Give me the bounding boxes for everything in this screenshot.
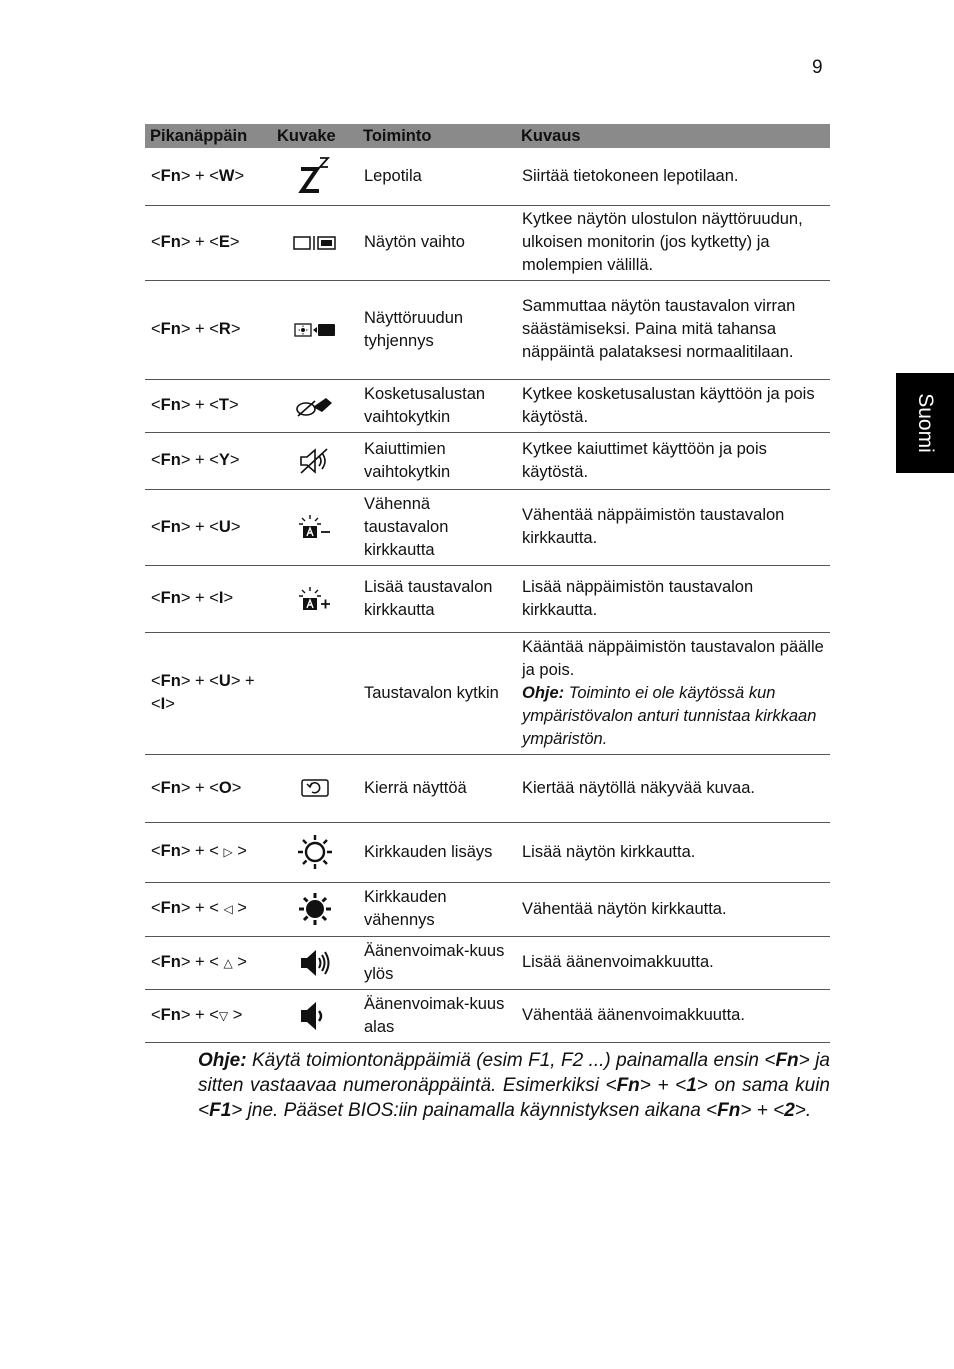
table-row [145, 822, 830, 882]
down-arrow-icon: ▽ [218, 1008, 229, 1023]
hotkey-table [145, 124, 830, 1043]
description-cell: Kytkee kaiuttimet käyttöön ja pois käytöstä. [516, 432, 830, 489]
function-cell: Kirkkauden vähennys [358, 882, 516, 936]
right-arrow-icon: ▷ [223, 845, 233, 859]
header-hotkey: Pikanäppäin [145, 124, 272, 148]
icon-cell [272, 882, 358, 936]
icon-cell [272, 205, 358, 280]
table-row [145, 936, 830, 989]
table-row [145, 882, 830, 936]
function-cell: Lisää taustavalon kirkkautta [358, 565, 516, 632]
description-cell: Kytkee näytön ulostulon näyttöruudun, ulkoisen monitorin (jos kytketty) ja molempien välillä. [516, 205, 830, 280]
rotate-screen-icon [301, 778, 329, 798]
footer-note: Ohje: Käytä toimiontonäppäimiä (esim F1, F2 ...) painamalla ensin <Fn> ja sitten vastaavaa numeronäppäintä. Esimerkiksi <Fn> + <1> on sama kuin <F1> jne. Pääset BIOS:iin painamalla käynnistyksen aikana <Fn> + <2>. [198, 1050, 830, 1121]
brightness-up-icon [296, 833, 334, 871]
icon-cell [272, 280, 358, 379]
function-cell: Näyttöruudun tyhjennys [358, 280, 516, 379]
icon-cell [272, 754, 358, 822]
header-description: Kuvaus [516, 124, 830, 148]
table-row [145, 489, 830, 565]
volume-down-icon [299, 1000, 331, 1032]
table-row [145, 632, 830, 754]
function-cell: Kierrä näyttöä [358, 754, 516, 822]
description-cell: Kiertää näytöllä näkyvää kuvaa. [516, 754, 830, 822]
screen-blank-icon [294, 323, 336, 337]
icon-cell [272, 989, 358, 1042]
description-cell: Lisää näppäimistön taustavalon kirkkautta. [516, 565, 830, 632]
touchpad-toggle-icon [296, 395, 334, 417]
function-cell: Kosketusalustan vaihtokytkin [358, 379, 516, 432]
hotkey-cell: <Fn> + <▽ > [145, 989, 272, 1042]
hotkey-cell: <Fn> + < △ > [145, 936, 272, 989]
description-cell: Vähentää äänenvoimakkuutta. [516, 989, 830, 1042]
description-cell: Vähentää näppäimistön taustavalon kirkkautta. [516, 489, 830, 565]
function-cell: Näytön vaihto [358, 205, 516, 280]
speaker-toggle-icon [299, 448, 331, 474]
table-row [145, 754, 830, 822]
table-row [145, 565, 830, 632]
page-number: 9 [812, 57, 823, 78]
table-header-row [145, 124, 830, 148]
display-switch-icon [293, 235, 337, 251]
icon-cell [272, 822, 358, 882]
backlight-up-icon [297, 586, 333, 612]
brightness-down-icon [296, 890, 334, 928]
icon-cell [272, 432, 358, 489]
table-row [145, 432, 830, 489]
hotkey-cell: <Fn> + <W> [145, 148, 272, 205]
icon-cell [272, 632, 358, 754]
hotkey-cell: <Fn> + <E> [145, 205, 272, 280]
table-row [145, 148, 830, 205]
table-row [145, 205, 830, 280]
function-cell: Äänenvoimak-kuus ylös [358, 936, 516, 989]
description-cell: Kytkee kosketusalustan käyttöön ja pois käytöstä. [516, 379, 830, 432]
hotkey-cell: <Fn> + <I> [145, 565, 272, 632]
header-icon: Kuvake [272, 124, 358, 148]
icon-cell [272, 148, 358, 205]
function-cell: Kaiuttimien vaihtokytkin [358, 432, 516, 489]
hotkey-cell: <Fn> + < ◁ > [145, 882, 272, 936]
description-cell: Sammuttaa näytön taustavalon virran säästämiseksi. Paina mitä tahansa näppäintä palataksesi normaalitilaan. [516, 280, 830, 379]
function-cell: Taustavalon kytkin [358, 632, 516, 754]
table-row [145, 989, 830, 1042]
hotkey-cell: <Fn> + <U> + <I> [145, 632, 272, 754]
table-row [145, 379, 830, 432]
side-tab-label: Suomi [914, 393, 937, 453]
left-arrow-icon: ◁ [223, 902, 233, 916]
hotkey-cell: <Fn> + < ▷ > [145, 822, 272, 882]
description-cell: Siirtää tietokoneen lepotilaan. [516, 148, 830, 205]
icon-cell [272, 565, 358, 632]
backlight-down-icon [297, 514, 333, 540]
function-cell: Vähennä taustavalon kirkkautta [358, 489, 516, 565]
note-label: Ohje: [522, 683, 565, 702]
hotkey-cell: <Fn> + <U> [145, 489, 272, 565]
volume-up-icon [299, 948, 331, 978]
hotkey-cell: <Fn> + <T> [145, 379, 272, 432]
function-cell: Lepotila [358, 148, 516, 205]
sleep-z-icon [298, 156, 332, 196]
icon-cell [272, 489, 358, 565]
header-function: Toiminto [358, 124, 516, 148]
language-side-tab [896, 373, 954, 473]
icon-cell [272, 936, 358, 989]
hotkey-cell: <Fn> + <Y> [145, 432, 272, 489]
hotkey-cell: <Fn> + <R> [145, 280, 272, 379]
description-cell: Lisää äänenvoimakkuutta. [516, 936, 830, 989]
description-cell: Kääntää näppäimistön taustavalon päälle ja pois. Ohje: Toiminto ei ole käytössä kun ympäristövalon anturi tunnistaa kirkkaan ympäristön. [516, 632, 830, 754]
description-cell: Lisää näytön kirkkautta. [516, 822, 830, 882]
table-row [145, 280, 830, 379]
hotkey-cell: <Fn> + <O> [145, 754, 272, 822]
description-cell: Vähentää näytön kirkkautta. [516, 882, 830, 936]
function-cell: Kirkkauden lisäys [358, 822, 516, 882]
up-arrow-icon: △ [223, 955, 233, 970]
note-text: Toiminto ei ole käytössä kun ympäristövalon anturi tunnistaa kirkkaan ympäristön. [522, 683, 817, 748]
icon-cell [272, 379, 358, 432]
function-cell: Äänenvoimak-kuus alas [358, 989, 516, 1042]
